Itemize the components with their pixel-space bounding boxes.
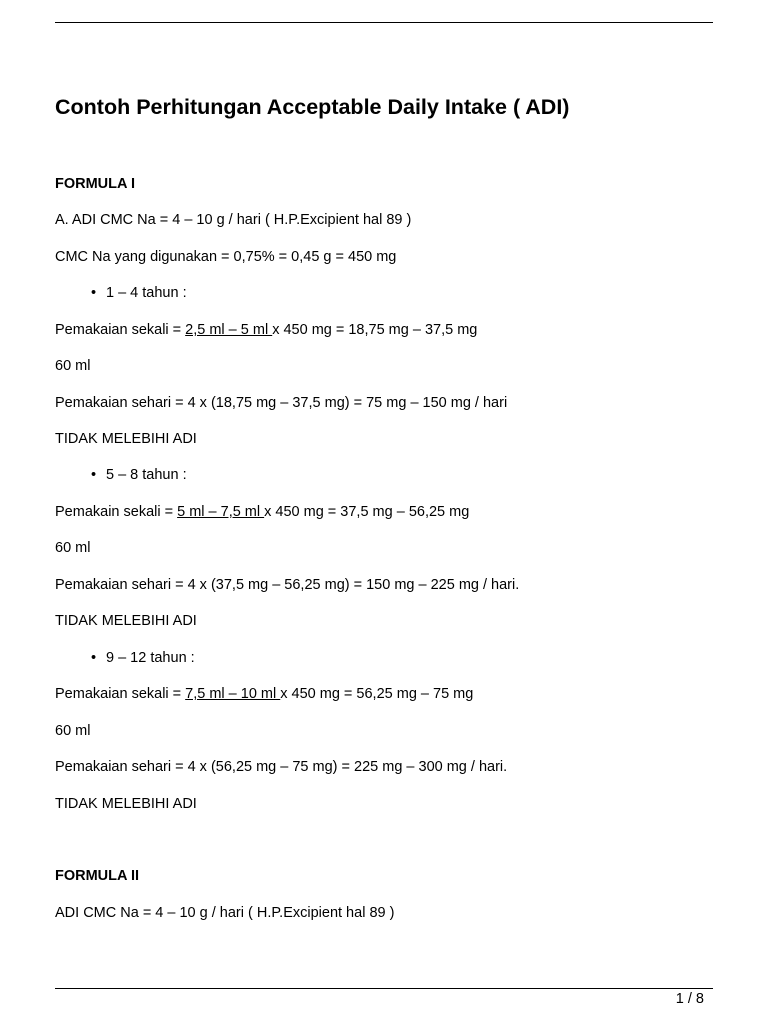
- single-dose-numerator: 5 ml – 7,5 ml: [177, 504, 265, 520]
- page-number: 1 / 8: [675, 991, 704, 1007]
- single-dose-result: x 450 mg = 37,5 mg – 56,25 mg: [264, 504, 470, 520]
- daily-dose-calculation-2: Pemakaian sehari = 4 x (37,5 mg – 56,25 mg) = 150 mg – 225 mg / hari.: [55, 577, 520, 593]
- header-rule: [55, 22, 713, 23]
- single-dose-numerator: 7,5 ml – 10 ml: [185, 686, 281, 702]
- formula-2-adi: ADI CMC Na = 4 – 10 g / hari ( H.P.Excipient hal 89 ): [55, 905, 395, 921]
- list-item-age-group-3: [91, 648, 195, 668]
- bullet-icon: •: [91, 285, 97, 301]
- single-dose-numerator: 2,5 ml – 5 ml: [185, 322, 273, 338]
- single-dose-calculation-1: [55, 320, 477, 340]
- single-dose-denominator-2: 60 ml: [55, 540, 91, 556]
- single-dose-result: x 450 mg = 18,75 mg – 37,5 mg: [272, 322, 478, 338]
- adi-conclusion-3: TIDAK MELEBIHI ADI: [55, 796, 197, 812]
- footer-rule: [55, 988, 713, 989]
- formula-1-cmc-used: CMC Na yang digunakan = 0,75% = 0,45 g = 450 mg: [55, 249, 397, 265]
- list-item-age-group-2: [91, 465, 187, 485]
- single-dose-result: x 450 mg = 56,25 mg – 75 mg: [280, 686, 474, 702]
- formula-1-adi: A. ADI CMC Na = 4 – 10 g / hari ( H.P.Excipient hal 89 ): [55, 212, 412, 228]
- age-label: 5 – 8 tahun :: [106, 467, 187, 483]
- single-dose-prefix: Pemakaian sekali =: [55, 686, 186, 702]
- daily-dose-calculation-1: Pemakaian sehari = 4 x (18,75 mg – 37,5 mg) = 75 mg – 150 mg / hari: [55, 395, 508, 411]
- single-dose-calculation-3: [55, 684, 473, 704]
- age-label: 9 – 12 tahun :: [106, 650, 195, 666]
- age-label: 1 – 4 tahun :: [106, 285, 187, 301]
- bullet-icon: •: [91, 650, 97, 666]
- formula-2-heading: FORMULA II: [55, 868, 140, 884]
- page-title: Contoh Perhitungan Acceptable Daily Intake ( ADI): [55, 95, 570, 119]
- single-dose-prefix: Pemakaian sekali =: [55, 322, 186, 338]
- single-dose-denominator-1: 60 ml: [55, 358, 91, 374]
- single-dose-denominator-3: 60 ml: [55, 723, 91, 739]
- adi-conclusion-1: TIDAK MELEBIHI ADI: [55, 431, 197, 447]
- single-dose-prefix: Pemakain sekali =: [55, 504, 178, 520]
- formula-1-heading: FORMULA I: [55, 176, 136, 192]
- bullet-icon: •: [91, 467, 97, 483]
- list-item-age-group-1: [91, 283, 187, 303]
- daily-dose-calculation-3: Pemakaian sehari = 4 x (56,25 mg – 75 mg) = 225 mg – 300 mg / hari.: [55, 759, 508, 775]
- adi-conclusion-2: TIDAK MELEBIHI ADI: [55, 613, 197, 629]
- single-dose-calculation-2: [55, 502, 469, 522]
